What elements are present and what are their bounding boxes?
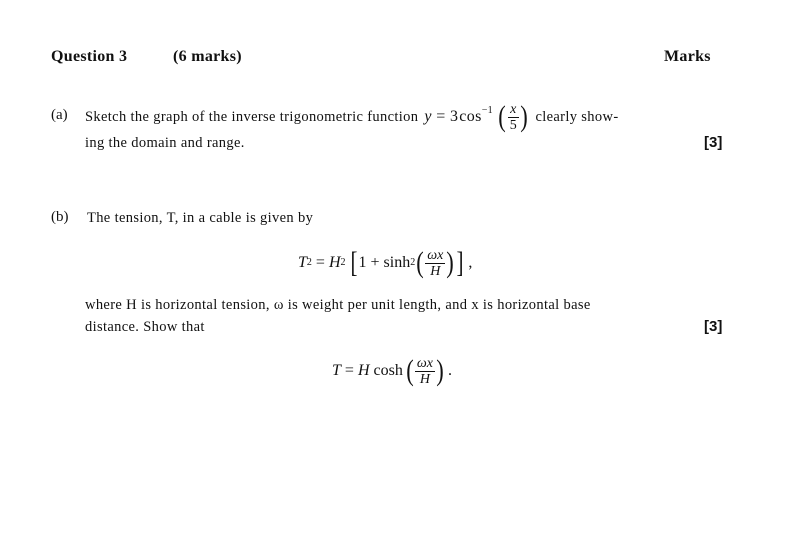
marks-column-heading: Marks: [664, 48, 711, 65]
eq1-comma: ,: [468, 254, 473, 271]
eq2-numerator: ωx: [416, 355, 433, 371]
eq2-period: .: [447, 362, 452, 379]
formula-cos: cos: [459, 107, 482, 125]
formula-y: y: [424, 107, 432, 125]
question-title: Question 3: [51, 48, 128, 65]
formula-denominator: 5: [509, 117, 518, 133]
equation-tension-squared: T 2 = H 2 [ 1 + sinh 2 ( $\frac{\omega x}{H}$ ) ] ,: [298, 246, 473, 279]
part-b-label: (b): [51, 209, 69, 225]
eq1-one-plus: 1 +: [358, 254, 384, 271]
part-a-formula: $y = 3\cos^{-1}$ ( $\frac{x}{5}$ ): [424, 100, 529, 133]
eq2-T: T: [332, 362, 341, 379]
question-marks-total: (6 marks): [173, 48, 242, 65]
eq2-denominator: H: [419, 371, 430, 387]
equation-tension-cosh: T = H cosh ( $\frac{\omega x}{H}$ ) .: [332, 354, 452, 387]
eq1-sinh: sinh: [383, 254, 411, 271]
part-b-line4: distance. Show that: [85, 319, 205, 335]
part-a-line2: ing the domain and range.: [85, 135, 245, 151]
part-b-intro: The tension, T, in a cable is given by: [87, 210, 314, 226]
eq1-H: H: [328, 254, 341, 271]
formula-cos-sup: −1: [481, 104, 494, 116]
formula-coef: 3: [449, 107, 459, 125]
eq1-denominator: H: [430, 263, 441, 279]
part-a-marks: [3]: [704, 134, 723, 151]
part-a-text-before: Sketch the graph of the inverse trigonometric function: [85, 108, 419, 125]
part-b-marks: [3]: [704, 318, 723, 335]
eq2-H: H: [357, 362, 370, 379]
eq2-cosh: cosh: [373, 362, 403, 379]
part-a-text-after: clearly show-: [535, 108, 619, 125]
part-a-label: (a): [51, 107, 68, 123]
eq1-T: T: [298, 254, 307, 271]
part-a-line1: [85, 98, 619, 136]
formula-numerator: x: [510, 101, 517, 117]
part-b-line3: where H is horizontal tension, ω is weight per unit length, and x is horizontal base: [85, 297, 591, 313]
eq1-numerator: ωx: [427, 247, 444, 263]
